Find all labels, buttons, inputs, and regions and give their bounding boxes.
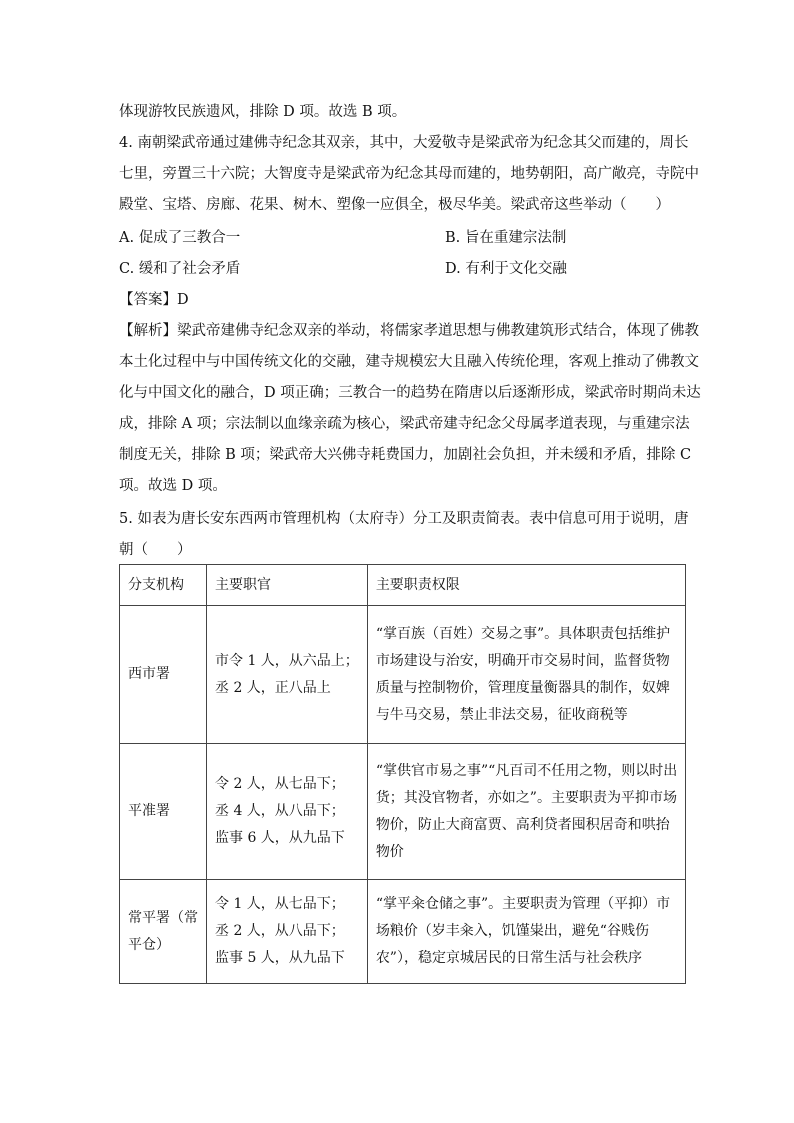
q4-analysis-line: 【解析】梁武帝建佛寺纪念双亲的举动，将儒家孝道思想与佛教建筑形式结合，体现了佛教 <box>119 323 699 339</box>
market-office-table <box>119 564 686 984</box>
officials-cell <box>207 744 368 880</box>
q4-stem-line: 4. 南朝梁武帝通过建佛寺纪念其双亲，其中，大爱敬寺是梁武帝为纪念其父而建的，周长 <box>119 135 689 151</box>
org-cell <box>120 744 207 880</box>
officials-text: 令 1 人，从七品下； <box>215 896 345 912</box>
q4-analysis-line: 项。故选 D 项。 <box>119 478 227 494</box>
duties-text: 物价 <box>375 843 404 860</box>
q4-analysis-line: 制度无关，排除 B 项；梁武帝大兴佛寺耗费国力，加剧社会负担，并未缓和矛盾，排除 C <box>119 447 692 463</box>
org-text: 西市署 <box>128 666 170 682</box>
duties-text: “掌百族（百姓）交易之事”。具体职责包括维护 <box>375 625 671 642</box>
duties-cell <box>367 606 685 744</box>
officials-text: 令 2 人，从七品下； <box>215 776 345 792</box>
officials-text: 监事 6 人，从九品下 <box>215 830 345 846</box>
duties-cell <box>367 744 685 880</box>
officials-cell <box>207 606 368 744</box>
duties-text: 市场建设与治安，明确开市交易时间，监督货物 <box>375 652 670 669</box>
officials-text: 市令 1 人，从六品上； <box>215 652 359 669</box>
q4-stem-line: 七里，旁置三十六院；大智度寺是梁武帝为纪念其母而建的，地势朝阳，高广敞亮，寺院中 <box>119 166 699 182</box>
officials-text: 丞 2 人，正八品上 <box>215 679 331 696</box>
q4-answer: 【答案】D <box>119 292 189 308</box>
officials-text: 丞 2 人，从八品下； <box>215 923 345 939</box>
header-cell: 主要职官 <box>207 565 368 606</box>
table-header-row <box>120 565 686 606</box>
prev-analysis-continuation: 体现游牧民族遗风，排除 D 项。故选 B 项。 <box>119 104 407 120</box>
duties-text: “掌平籴仓储之事”。主要职责为管理（平抑）市 <box>375 896 671 912</box>
q4-option-d: D. 有利于文化交融 <box>445 261 567 277</box>
q4-option-c: C. 缓和了社会矛盾 <box>119 261 241 277</box>
duties-text: “掌供官市易之事”“凡百司不任用之物，则以时出 <box>375 762 678 779</box>
table-row <box>120 744 686 880</box>
duties-text: 场粮价（岁丰籴入，饥馑粜出，避免“谷贱伤 <box>375 923 649 939</box>
officials-text: 丞 4 人，从八品下； <box>215 803 345 819</box>
duties-text: 货；其没官物者，亦如之”。主要职责为平抑市场 <box>375 789 677 806</box>
header-cell: 主要职责权限 <box>367 565 685 606</box>
duties-text: 农”），稳定京城居民的日常生活与社会秩序 <box>375 950 642 966</box>
duties-text: 质量与控制物价，管理度量衡器具的制作，奴婢 <box>375 679 670 696</box>
table-row <box>120 880 686 984</box>
org-text: 平准署 <box>128 803 170 819</box>
q4-analysis-line: 化与中国文化的融合，D 项正确；三教合一的趋势在隋唐以后逐渐形成，梁武帝时期尚未达 <box>119 385 701 401</box>
q4-option-a: A. 促成了三教合一 <box>119 230 241 246</box>
q4-stem-line: 殿堂、宝塔、房廊、花果、树木、塑像一应俱全，极尽华美。梁武帝这些举动（ ） <box>119 197 670 213</box>
q4-analysis-line: 本土化过程中与中国传统文化的交融，建寺规模宏大且融入传统伦理，客观上推动了佛教文 <box>119 354 699 370</box>
officials-cell <box>207 880 368 984</box>
officials-text: 监事 5 人，从九品下 <box>215 950 345 966</box>
org-cell <box>120 880 207 984</box>
org-cell <box>120 606 207 744</box>
header-cell: 分支机构 <box>120 565 207 606</box>
table-row <box>120 606 686 744</box>
duties-text: 与牛马交易，禁止非法交易，征收商税等 <box>375 706 628 723</box>
q4-option-b: B. 旨在重建宗法制 <box>445 230 567 246</box>
q4-analysis-line: 成，排除 A 项；宗法制以血缘亲疏为核心，梁武帝建寺纪念父母属孝道表现，与重建宗法 <box>119 416 690 432</box>
duties-cell <box>367 880 685 984</box>
duties-text: 物价，防止大商富贾、高利贷者囤积居奇和哄抬 <box>375 816 670 833</box>
org-text: 平仓） <box>128 936 170 953</box>
org-text: 常平署（常 <box>128 909 198 926</box>
q5-stem-line: 朝（ ） <box>119 542 192 558</box>
q5-stem-line: 5. 如表为唐长安东西两市管理机构（太府寺）分工及职责简表。表中信息可用于说明，唐 <box>119 511 689 527</box>
